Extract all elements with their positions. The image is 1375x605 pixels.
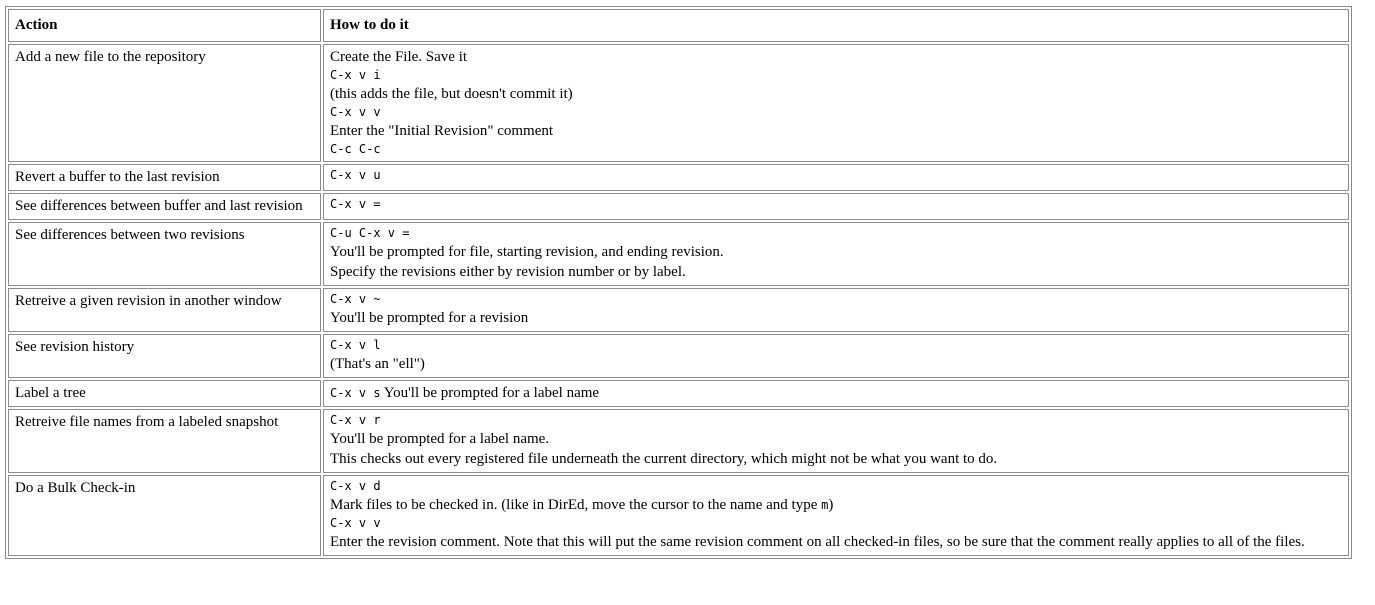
instruction-text: You'll be prompted for a label name. bbox=[330, 431, 550, 447]
table-row bbox=[8, 222, 1349, 286]
instruction-text: This checks out every registered file underneath the current directory, which might not be what you want to do. bbox=[330, 451, 998, 467]
table-row bbox=[8, 409, 1349, 473]
instruction-text: (That's an "ell") bbox=[330, 356, 425, 372]
key-sequence: C-x v d bbox=[330, 479, 381, 493]
column-header-action: Action bbox=[8, 9, 321, 42]
action-cell: See revision history bbox=[8, 334, 321, 378]
key-sequence: C-x v u bbox=[330, 168, 381, 182]
table-row bbox=[8, 380, 1349, 407]
table-row bbox=[8, 288, 1349, 332]
instruction-text: Create the File. Save it bbox=[330, 49, 468, 65]
table-row bbox=[8, 475, 1349, 556]
table-row bbox=[8, 44, 1349, 162]
instruction-text: Mark files to be checked in. (like in DirEd, move the cursor to the name and type bbox=[330, 497, 822, 513]
action-cell: Revert a buffer to the last revision bbox=[8, 164, 321, 191]
action-cell: See differences between two revisions bbox=[8, 222, 321, 286]
instruction-text: (this adds the file, but doesn't commit it) bbox=[330, 86, 573, 102]
how-to-cell bbox=[323, 193, 1349, 220]
key-sequence: C-x v r bbox=[330, 413, 381, 427]
key-sequence: C-x v l bbox=[330, 338, 381, 352]
how-to-cell bbox=[323, 475, 1349, 556]
table-body bbox=[8, 44, 1349, 556]
how-to-cell bbox=[323, 334, 1349, 378]
instruction-text: Specify the revisions either by revision number or by label. bbox=[330, 264, 686, 280]
key-sequence: C-x v ~ bbox=[330, 292, 381, 306]
emacs-vc-commands-table bbox=[5, 6, 1352, 559]
action-cell: Add a new file to the repository bbox=[8, 44, 321, 162]
key-sequence: C-c C-c bbox=[330, 142, 381, 156]
how-to-cell bbox=[323, 222, 1349, 286]
action-cell: Retreive a given revision in another window bbox=[8, 288, 321, 332]
key-sequence: C-x v s bbox=[330, 386, 381, 400]
table-row bbox=[8, 193, 1349, 220]
key-sequence: C-x v i bbox=[330, 68, 381, 82]
action-cell: Retreive file names from a labeled snapshot bbox=[8, 409, 321, 473]
how-to-cell bbox=[323, 288, 1349, 332]
column-header-how: How to do it bbox=[323, 9, 1349, 42]
table-row bbox=[8, 334, 1349, 378]
how-to-cell bbox=[323, 164, 1349, 191]
table-row bbox=[8, 164, 1349, 191]
instruction-text: You'll be prompted for a label name bbox=[380, 385, 600, 401]
action-cell: Label a tree bbox=[8, 380, 321, 407]
how-to-cell bbox=[323, 380, 1349, 407]
how-to-cell bbox=[323, 409, 1349, 473]
instruction-text: Enter the revision comment. Note that this will put the same revision comment on all checked-in files, so be sure that the comment really applies to all of the files. bbox=[330, 534, 1305, 550]
instruction-text: You'll be prompted for file, starting revision, and ending revision. bbox=[330, 244, 724, 260]
key-sequence: C-x v = bbox=[330, 197, 381, 211]
key-sequence: m bbox=[821, 498, 829, 512]
instruction-text: ) bbox=[828, 497, 834, 513]
instruction-text: You'll be prompted for a revision bbox=[330, 310, 529, 326]
action-cell: Do a Bulk Check-in bbox=[8, 475, 321, 556]
instruction-line bbox=[330, 495, 1342, 515]
instruction-line bbox=[330, 383, 1342, 403]
key-sequence: C-x v v bbox=[330, 516, 381, 530]
action-cell: See differences between buffer and last revision bbox=[8, 193, 321, 220]
key-sequence: C-u C-x v = bbox=[330, 226, 410, 240]
instruction-text: Enter the "Initial Revision" comment bbox=[330, 123, 554, 139]
how-to-cell bbox=[323, 44, 1349, 162]
key-sequence: C-x v v bbox=[330, 105, 381, 119]
table-header-row bbox=[8, 9, 1349, 42]
